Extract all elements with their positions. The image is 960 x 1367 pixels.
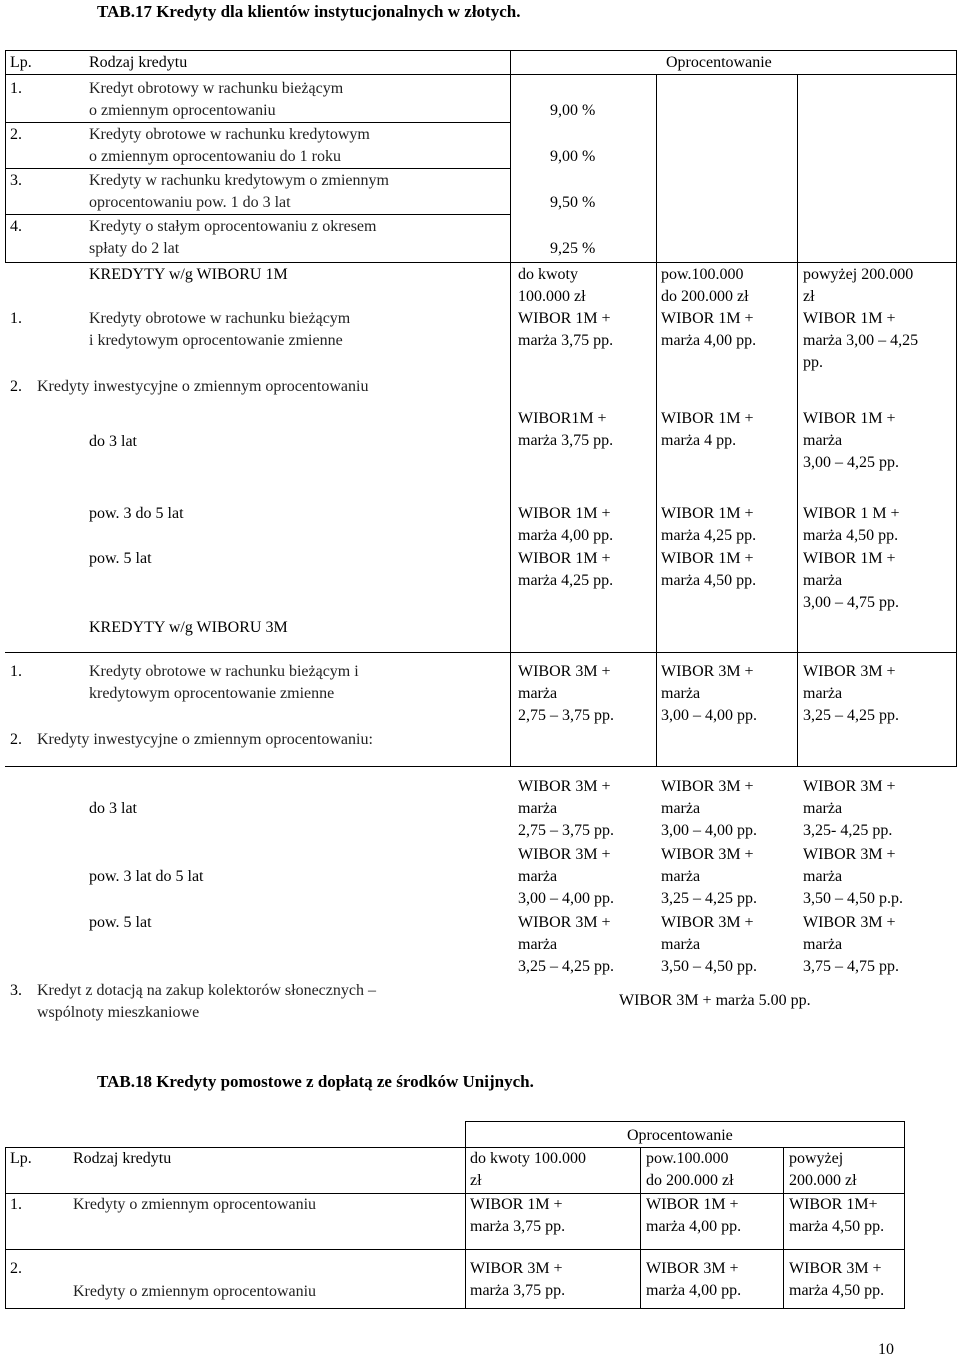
tab17-row-border [5,766,957,767]
col-header-amount: do kwoty 100.000 zł [518,266,586,305]
tab17-col-divider [656,262,657,652]
row-label: Kredyty inwestycyjne o zmiennym oprocentowaniu: [37,731,373,748]
section-heading-wibor1m: KREDYTY w/g WIBORU 1M [89,266,288,283]
tab17-right-border [956,50,957,263]
tab18-row-border [5,1249,905,1250]
tab17-left-border [5,50,6,263]
rate-cell: WIBOR 1M + marża 3,00 – 4,25 pp. [803,310,919,371]
rate-cell: WIBOR 3M + marża 3,00 – 4,00 pp. [661,778,757,839]
tab17-col-divider [656,652,657,766]
tab18-header-lp: Lp. [10,1150,32,1167]
row-rate: 9,25 % [550,240,596,257]
rate-cell: WIBOR 3M + marża 3,00 – 4,00 pp. [661,663,757,724]
tab17-row-border [5,214,510,215]
tab17-header-oprocentowanie: Oprocentowanie [666,54,772,71]
tab17-col-divider [510,652,511,766]
rate-cell: WIBOR 3M + marża 2,75 – 3,75 pp. [518,778,614,839]
rate-cell: WIBOR 1M + marża 4 pp. [661,410,754,449]
tab18-header-oprocentowanie: Oprocentowanie [627,1127,733,1144]
row-label: o zmiennym oprocentowaniu [89,102,276,119]
row-label: Kredyt z dotacją na zakup kolektorów słonecznych – wspólnoty mieszkaniowe [37,982,376,1021]
row-label: o zmiennym oprocentowaniu do 1 roku [89,148,341,165]
section-heading-wibor3m: KREDYTY w/g WIBORU 3M [89,619,288,636]
rate-cell: WIBOR 3M + marża 4,50 pp. [789,1260,885,1299]
rate-cell: WIBOR 3M + marża 3,25- 4,25 pp. [803,778,896,839]
rate-cell: WIBOR 1M + marża 4,25 pp. [661,505,757,544]
rate-cell: WIBOR 1M + marża 4,00 pp. [518,505,614,544]
row-label: Kredyty o stałym oprocentowaniu z okresem [89,218,377,235]
rate-cell: WIBOR 3M + marża 3,50 – 4,50 p.p. [803,846,903,907]
row-rate: 9,00 % [550,148,596,165]
row-number: 2. [10,126,22,143]
sub-row-label: do 3 lat [89,433,137,450]
tab17-title: TAB.17 Kredyty dla klientów instytucjonalnych w złotych. [97,2,521,21]
rate-cell: WIBOR 1M + marża 4,00 pp. [661,310,757,349]
tab18-col-divider [640,1147,641,1309]
row-label: Kredyty obrotowe w rachunku bieżącym i kredytowym oprocentowanie zmienne [89,663,359,702]
col-header-amount: powyżej 200.000 zł [789,1150,857,1189]
rate-cell: WIBOR 1M + marża 3,75 pp. [518,310,614,349]
row-number: 1. [10,663,22,680]
rate-cell: WIBOR 1M + marża 4,25 pp. [518,550,614,589]
rate-cell: WIBOR 1M+ marża 4,50 pp. [789,1196,885,1235]
row-label: Kredyty o zmiennym oprocentowaniu [73,1283,317,1300]
tab18-col-divider [783,1147,784,1309]
tab17-right-border [956,262,957,652]
tab17-col-divider [797,262,798,652]
tab17-header-rodzaj: Rodzaj kredytu [89,54,188,71]
sub-row-label: pow. 5 lat [89,550,152,567]
row-rate: 9,50 % [550,194,596,211]
tab17-top-border [5,50,957,51]
row-label: Kredyty obrotowe w rachunku kredytowym [89,126,370,143]
rate-cell: WIBOR 3M + marża 3,00 – 4,00 pp. [518,846,614,907]
row-label: Kredyty w rachunku kredytowym o zmiennym [89,172,389,189]
rate-cell: WIBOR 3M + marża 2,75 – 3,75 pp. [518,663,614,724]
row-label: Kredyty inwestycyjne o zmiennym oprocentowaniu [37,378,369,395]
rate-cell: WIBOR 3M + marża 3,50 – 4,50 pp. [661,914,757,975]
tab17-row-border [5,262,957,263]
row-label: spłaty do 2 lat [89,240,180,257]
col-header-amount: do kwoty 100.000 zł [470,1150,586,1189]
page-number: 10 [878,1341,894,1358]
tab17-col-divider [797,652,798,766]
sub-row-label: pow. 5 lat [89,914,152,931]
col-header-amount: powyżej 200.000 zł [803,266,914,305]
rate-cell: WIBOR 3M + marża 4,00 pp. [646,1260,742,1299]
rate-cell: WIBOR1M + marża 3,75 pp. [518,410,614,449]
tab18-col-divider [465,1121,466,1309]
tab18-right-border [904,1121,905,1309]
tab17-row-border [5,168,510,169]
rate-cell: WIBOR 1 M + marża 4,50 pp. [803,505,900,544]
row-number: 1. [10,1196,22,1213]
tab18-bottom-border [5,1308,905,1309]
tab17-header-lp: Lp. [10,54,32,71]
rate-cell: WIBOR 1M + marża 3,75 pp. [470,1196,566,1235]
tab17-col-divider [510,262,511,652]
sub-row-label: pow. 3 lat do 5 lat [89,868,204,885]
row-number: 4. [10,218,22,235]
row-number: 1. [10,310,22,327]
tab17-col-divider [656,74,657,263]
tab18-title: TAB.18 Kredyty pomostowe z dopłatą ze środków Unijnych. [97,1072,534,1091]
tab18-header-rodzaj: Rodzaj kredytu [73,1150,172,1167]
tab18-top-border [465,1121,905,1122]
rate-cell: WIBOR 3M + marża 3,75 pp. [470,1260,566,1299]
tab17-col-divider [797,74,798,263]
row-label: Kredyt obrotowy w rachunku bieżącym [89,80,344,97]
row-number: 2. [10,731,22,748]
row-number: 3. [10,982,22,999]
row-number: 2. [10,1260,22,1277]
tab17-header-border [5,74,957,75]
rate-cell: WIBOR 3M + marża 3,25 – 4,25 pp. [518,914,614,975]
row-label: oprocentowaniu pow. 1 do 3 lat [89,194,291,211]
row-rate: 9,00 % [550,102,596,119]
sub-row-label: pow. 3 do 5 lat [89,505,184,522]
row-label: Kredyty o zmiennym oprocentowaniu [73,1196,317,1213]
row-number: 3. [10,172,22,189]
col-header-amount: pow.100.000 do 200.000 zł [661,266,749,305]
row-number: 1. [10,80,22,97]
rate-cell: WIBOR 3M + marża 3,25 – 4,25 pp. [803,663,899,724]
row-number: 2. [10,378,22,395]
rate-cell: WIBOR 1M + marża 3,00 – 4,75 pp. [803,550,899,611]
row-label: Kredyty obrotowe w rachunku bieżącym i kredytowym oprocentowanie zmienne [89,310,351,349]
rate-cell: WIBOR 1M + marża 4,00 pp. [646,1196,742,1235]
rate-cell: WIBOR 3M + marża 5.00 pp. [619,992,811,1009]
rate-cell: WIBOR 3M + marża 3,75 – 4,75 pp. [803,914,899,975]
tab17-col-divider [510,50,511,263]
tab17-right-border [956,652,957,766]
tab18-left-border [5,1147,6,1309]
rate-cell: WIBOR 3M + marża 3,25 – 4,25 pp. [661,846,757,907]
rate-cell: WIBOR 1M + marża 3,00 – 4,25 pp. [803,410,899,471]
rate-cell: WIBOR 1M + marża 4,50 pp. [661,550,757,589]
tab17-row-border [5,122,510,123]
col-header-amount: pow.100.000 do 200.000 zł [646,1150,734,1189]
sub-row-label: do 3 lat [89,800,137,817]
tab17-row-border [5,652,957,653]
